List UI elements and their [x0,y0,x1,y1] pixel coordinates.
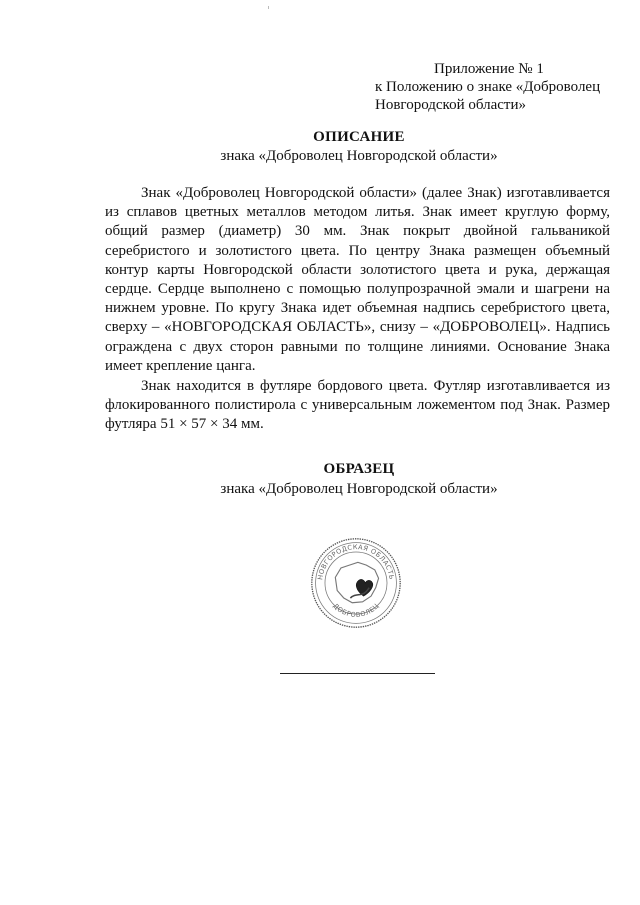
scan-speck [268,6,269,9]
badge-text-bottom: ДОБРОВОЛЕЦ [331,601,381,619]
sample-title: ОБРАЗЕЦ [323,461,395,477]
description-paragraph-2: Знак находится в футляре бордового цвета. Футляр изготавливается из флокированного полистирола с универсальным ложементом под Знак. Размер футляра 51 × 57 × 34 мм. [105,378,610,433]
badge-text-top: НОВГОРОДСКАЯ ОБЛАСТЬ [316,543,396,581]
appendix-reference [375,60,615,114]
description-paragraph-1: Знак «Доброволец Новгородской области» (далее Знак) изготавливается из сплавов цветных металлов методом литья. Знак имеет круглую форму, общий размер (диаметр) 30 мм. Знак покрыт двойной гальваникой серебристого и золотистого цвета. По центру Знака размещен объемный контур карты Новгородской области золотистого цвета и рука, держащая сердце. Сердце выполнено с помощью полупрозрачной эмали и шагрени на нижнем уровне. По кругу Знака идет объемная надпись серебристого цвета, сверху – «НОВГОРОДСКАЯ ОБЛАСТЬ», снизу – «ДОБРОВОЛЕЦ». Надпись ограждена с двух сторон равными по толщине линиями. Основание Знака имеет крепление цанга. [105,185,610,374]
badge-emblem-image [309,536,403,630]
sample-subtitle: знака «Доброволец Новгородской области» [220,481,498,497]
appendix-number: Приложение № 1 [434,61,544,77]
description-title: ОПИСАНИЕ [313,129,405,145]
appendix-line-1: к Положению о знаке «Доброволец [375,79,601,95]
closing-rule [280,673,435,674]
appendix-line-2: Новгородской области» [375,97,526,113]
description-subtitle: знака «Доброволец Новгородской области» [220,148,498,164]
